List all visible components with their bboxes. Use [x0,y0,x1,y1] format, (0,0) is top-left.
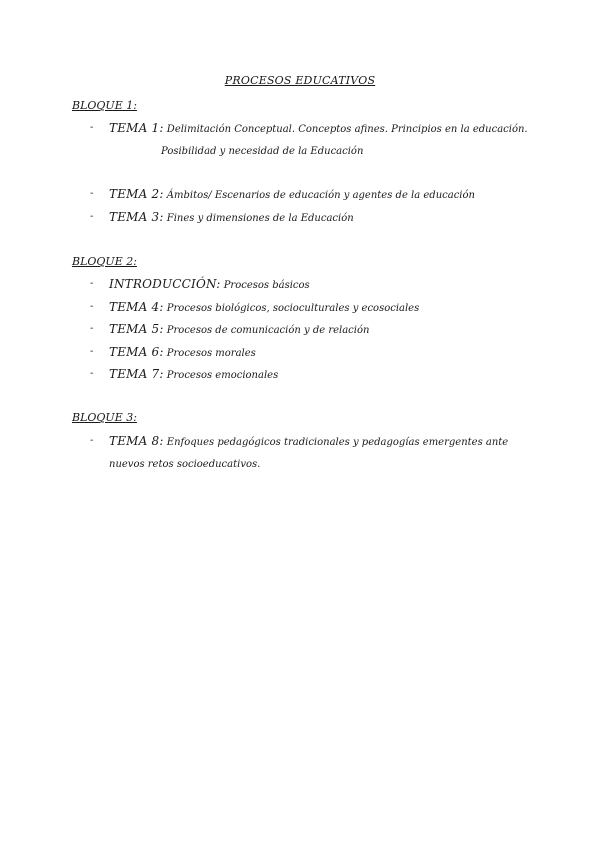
block-2-heading: BLOQUE 2: [72,255,137,268]
item-label: TEMA 4: [109,300,164,314]
item-text: Fines y dimensiones de la Educación [166,213,354,224]
item-label: TEMA 2: [109,187,164,201]
list-item-tema-7 [90,363,530,387]
item-text-continuation: Posibilidad y necesidad de la Educación [161,146,364,157]
list-item-introduccion [90,273,530,297]
list-item-tema-1 [90,117,530,163]
item-label: TEMA 5: [109,322,164,336]
item-text: Delimitación Conceptual. Conceptos afines. Principios en la educación. [166,124,528,135]
list-item-tema-6 [90,341,530,365]
list-item-tema-3 [90,206,530,230]
list-item-tema-4 [90,296,530,320]
list-dash: - [90,188,94,199]
list-item-tema-2 [90,183,530,207]
list-item-tema-8 [90,430,510,476]
document-title: PROCESOS EDUCATIVOS [224,74,376,87]
item-text: Procesos emocionales [166,370,279,381]
item-text: Procesos biológicos, socioculturales y ecosociales [166,303,420,314]
item-label: TEMA 7: [109,367,164,381]
list-dash: - [90,211,94,222]
item-label: TEMA 6: [109,345,164,359]
list-dash: - [90,435,94,446]
item-label: TEMA 1: [109,121,164,135]
block-1-heading: BLOQUE 1: [72,99,137,112]
item-text: Ámbitos/ Escenarios de educación y agentes de la educación [166,190,475,201]
list-dash: - [90,122,94,133]
item-text: Procesos morales [166,348,256,359]
item-text: Procesos de comunicación y de relación [166,325,370,336]
item-label: TEMA 3: [109,210,164,224]
item-label: TEMA 8: [109,434,164,448]
list-dash: - [90,301,94,312]
list-dash: - [90,323,94,334]
block-3-heading: BLOQUE 3: [72,411,137,424]
item-text: Enfoques pedagógicos tradicionales y pedagogías emergentes ante nuevos retos socioeducativos. [109,437,509,470]
item-label: INTRODUCCIÓN: [109,277,221,291]
list-dash: - [90,278,94,289]
list-item-tema-5 [90,318,530,342]
list-dash: - [90,368,94,379]
item-text: Procesos básicos [223,280,310,291]
list-dash: - [90,346,94,357]
